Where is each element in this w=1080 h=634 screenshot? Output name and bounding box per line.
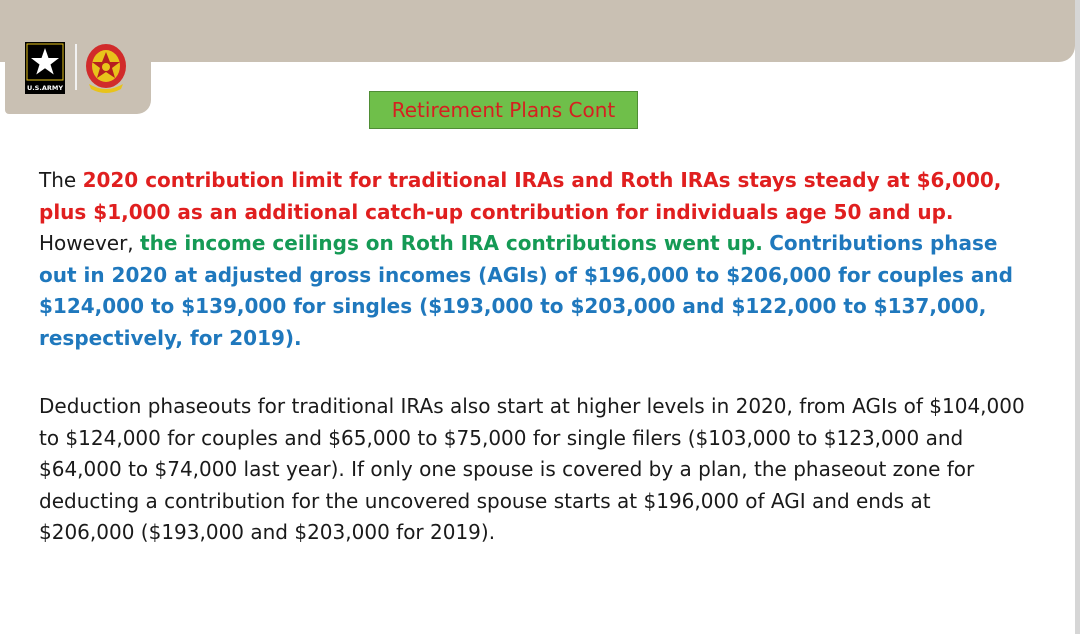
slide-title: Retirement Plans Cont <box>369 91 638 129</box>
p1-intro: The <box>39 168 83 192</box>
logo-divider <box>75 44 77 90</box>
slide-edge <box>1075 0 1080 634</box>
p1-however: However, <box>39 231 141 255</box>
us-army-star-logo-icon <box>25 42 65 94</box>
army-wordmark: U.S.ARMY <box>26 84 64 92</box>
deduction-phaseouts-paragraph: Deduction phaseouts for traditional IRAs also start at higher levels in 2020, from AGIs of $104,000 to $124,000 for couples and $65,000 to $75,000 for single filers ($103,000 to $123,000 and $64,000 to $74,000 last year). If only one spouse is covered by a plan, the phaseout zone for deducting a contribution for the uncovered spouse starts at $196,000 of AGI and ends at $206,000 ($193,000 and $203,000 for 2019). <box>39 394 1025 544</box>
contribution-limits-paragraph <box>39 165 1029 354</box>
contribution-limit-text: 2020 contribution limit for traditional IRAs and Roth IRAs stays steady at $6,000, plus $1,000 as an additional catch-up contribution for individuals age 50 and up. <box>39 168 1002 224</box>
unit-crest-emblem-icon <box>83 40 129 94</box>
income-ceilings-text: the income ceilings on Roth IRA contributions went up. <box>140 231 763 255</box>
phaseout-ranges-text: Contributions phase out in 2020 at adjusted gross incomes (AGIs) of $196,000 to $206,000 for couples and $124,000 to $139,000 for singles ($193,000 to $203,000 and $122,000 to $137,000, respectively, for 2019). <box>39 231 1013 350</box>
header-band <box>0 0 1075 62</box>
